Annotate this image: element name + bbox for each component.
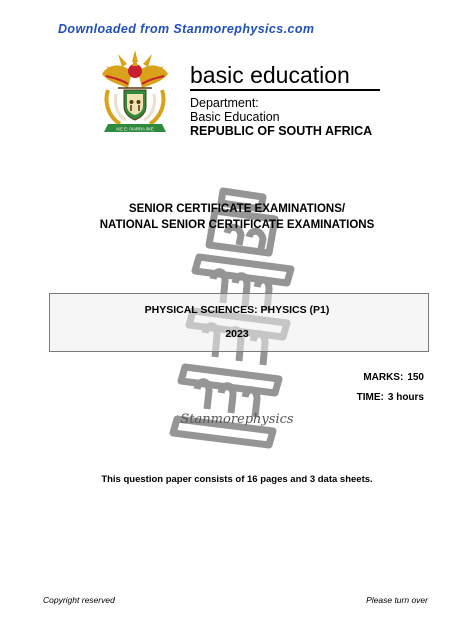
- time-value: 3 hours: [387, 392, 424, 403]
- coat-of-arms-icon: [94, 44, 176, 136]
- country-name: REPUBLIC OF SOUTH AFRICA: [190, 123, 373, 138]
- marks-value: 150: [407, 372, 424, 383]
- coat-of-arms-motto: !KE E: /XARRA //KE: [116, 126, 154, 132]
- copyright-footer: Copyright reserved: [43, 595, 115, 605]
- download-banner[interactable]: Downloaded from Stanmorephysics.com: [58, 22, 315, 36]
- department-line-1: Department:: [190, 95, 259, 110]
- time-label: TIME:: [356, 392, 384, 403]
- subject-name: PHYSICAL SCIENCES: PHYSICS (P1): [144, 304, 330, 316]
- exam-title-line-1: SENIOR CERTIFICATE EXAMINATIONS/: [128, 203, 346, 215]
- exam-title-line-2: NATIONAL SENIOR CERTIFICATE EXAMINATIONS: [99, 219, 375, 231]
- time-line: [357, 392, 424, 403]
- turn-over-footer: Please turn over: [366, 595, 428, 605]
- department-line-2: Basic Education: [190, 109, 280, 124]
- exam-year: 2023: [225, 328, 249, 340]
- subject-box: [49, 293, 429, 352]
- department-logo: [190, 62, 390, 138]
- logo-divider: [190, 89, 380, 91]
- watermark-text: Stanmorephysics: [180, 412, 294, 427]
- logo-wordmark: basic education: [190, 62, 350, 88]
- pages-note: This question paper consists of 16 pages and 3 data sheets.: [101, 474, 373, 485]
- marks-line: [363, 372, 424, 383]
- marks-label: MARKS:: [363, 372, 404, 383]
